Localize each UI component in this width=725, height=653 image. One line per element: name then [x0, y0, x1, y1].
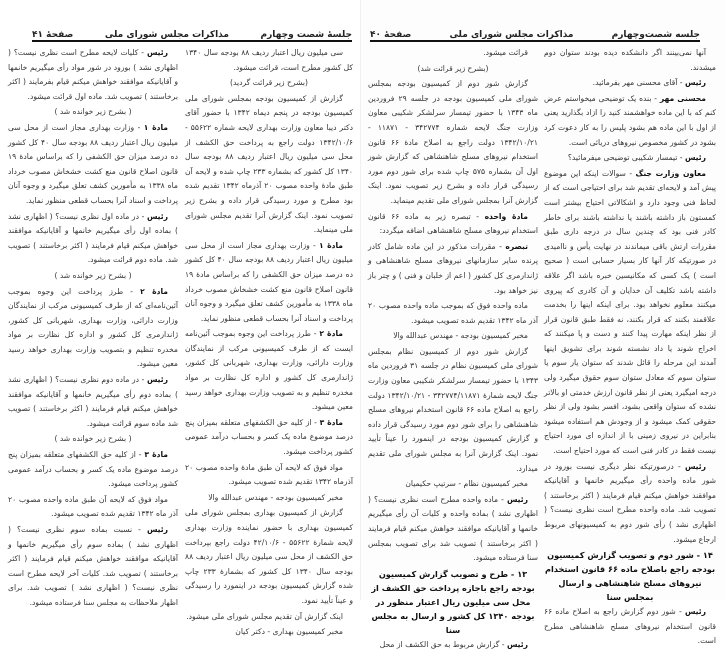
paragraph-text: مخبر کمیسیون بودجه - مهندس عبدالله والا	[393, 331, 528, 341]
publication-title: مذاکرات مجلس شورای ملی	[449, 30, 574, 40]
paragraph	[185, 491, 353, 506]
paragraph-text: گزارش از کمیسیون بودجه بمجلس شورای ملی کمیسیون بودجه در پنجم دیماه ۱۳۴۲ با حضور آقای دکتر دیبا معاون وزارت بهداری لایحه شماره ۵۵۶۲۲ - ۱۳۴۲/۱۰/۶ دولت راجع به پرداخت حق الکشف از محل سی میلیون ریال اعتبار ردیف ۸۸ بودجه سال ۱۳۴۰ کل کشور که بشماره ۲۳۳ چاپ شده و لایحه آن طبق مادهٔ واحده مصوب ۲۰ آذرماه ۱۳۴۲ تقدیم شده بود مطرح و مورد رسیدگی قرار داده و بشرح زیر تصویب نمود. اینک گزارش آنرا تقدیم مجلس شورای ملی مینماید.	[185, 93, 353, 235]
paragraph-text: - تیمسار شکیبی توضیحی میفرمائید؟	[567, 153, 685, 163]
left-page	[0, 0, 362, 637]
paragraph	[8, 432, 178, 447]
speaker-label: مادهٔ ۱	[143, 122, 169, 132]
paragraph-text: آنها نمی‌بینند اگر دانشکده دیده بودند ستوان دوم میشدند.	[544, 48, 716, 72]
speaker-label: رئیس	[146, 525, 168, 534]
paragraph-text: مواد فوق که لایحه آن طبق مادهٔ واحده مصوب ۲۰ آذرماه ۱۳۴۲ تقدیم شده تصویب میشود.	[185, 462, 353, 487]
paragraph	[8, 373, 178, 431]
speaker-label: رئیس	[146, 211, 168, 221]
paragraph	[544, 46, 716, 75]
paragraph-text: ( بشرح زیر خوانده شد )	[54, 270, 132, 280]
paragraph	[185, 92, 353, 238]
paragraph	[8, 46, 178, 104]
paragraph-text: اینک گزارش آن تقدیم مجلس شورای ملی میشود.	[186, 611, 343, 621]
paragraph-text: - بنده یک توضیحی میخواستم عرض کنم که با این ماده خواهشمند کنید را ازاد بگذارید یعنی از اول با این ماده هم بشود پلیس را به کار دعوت کرد بشود در کشور مخصوص نیروهای دریائی است.	[544, 93, 716, 147]
paragraph-text: گزارش شور دوم از کمیسیون نظام بمجلس شورای ملی کمیسیون نظام در جلسه ۳۱ فروردین ماه ۱۳۴۳ با حضور تیمسار سرلشکر شکیبی معاون وزارت جنگ لایحه شمارهٔ ۳۴۲۷۷۴/۱۱۸۷۱ - ۱۳۴۲/۱۰/۲۱ دولت راجع به اصلاح ماده ۶۶ قانون استخدام نیروهای مسلح شاهنشاهی را برای شور دوم مورد رسیدگی قرار داده و گزارش کمیسیون بودجه در اینمورد را عیناً تأیید نمود. اینک گزارش آنرا به مجلس شورای ملی تقدیم میدارد.	[368, 346, 538, 473]
section-heading	[544, 548, 716, 604]
page-header	[32, 26, 352, 42]
paragraph	[544, 76, 716, 91]
text-column	[8, 46, 178, 612]
paragraph-text: (بشرح زیر قرائت گردید)	[230, 78, 308, 88]
speaker-label: مادهٔ ۱	[319, 240, 344, 250]
speaker-label: محسنی مهر	[659, 93, 706, 103]
paragraph	[185, 416, 353, 460]
paragraph-text: ( بشرح زیر خوانده شد )	[54, 107, 132, 117]
speaker-label: مادهٔ ۳	[144, 450, 169, 460]
speaker-label: مادهٔ ۳	[319, 417, 344, 427]
paragraph	[185, 76, 353, 91]
speaker-label: رئیس	[506, 639, 528, 649]
paragraph-text: ماده واحده فوق که بموجب ماده واحده مصوب ۲۰ آذر ماه ۱۳۴۲ تقدیم شده تصویب میشود.	[368, 301, 538, 325]
paragraph	[544, 605, 716, 649]
page-number: صفحهٔ ۴۱	[32, 30, 74, 40]
paragraph-text: - طرز پرداخت این وجوه بموجب آئین‌نامه‌ای که از طرف کمیسیونی مرکب از نمایندگان وزارت دارائی، وزارت بهداری، شهربانی کل کشور، ژاندارمری کل کشور و اداره کل نظارت بر مواد مخدره تنظیم و بتصویب وزارت بهداری خواهد رسید معین میشود.	[8, 286, 178, 369]
paragraph-text: - وزارت بهداری مجاز است از محل سی میلیون ریال اعتبار ردیف ۸۸ بودجه سال ۴۰ کل کشور ده درصد میزان حق الکشفی را که براساس مادهٔ ۱۹ قانون اصلاح قانون منع کشت خشخاش مصوب خرداد ماه ۱۳۳۸ به مأمورین کشف تعلق میگیرد و وجوه آنان پرداخت و اسناد آنرا بحساب قطعی منظور نماید.	[8, 122, 178, 205]
paragraph	[185, 239, 353, 327]
page-number: صفحهٔ ۴۰	[370, 30, 412, 40]
paragraph	[368, 493, 538, 566]
paragraph-text: ( بشرح زیر خوانده شد )	[54, 434, 132, 444]
paragraph-text: مواد فوق که لایحه آن طبق ماده واحده مصوب ۲۰ آذر ماه ۱۳۴۲ تقدیم شده تصویب میشود.	[8, 494, 178, 519]
paragraph-text: ۱۴ - شور دوم و تصویب گزارش کمیسیون بودجه راجع باصلاح ماده ۶۶ قانون استخدام نیروهای مسلح شاهنشاهی و ارسال بمجلس سنا	[544, 550, 716, 603]
paragraph	[544, 167, 716, 459]
paragraph-text: مخبر کمیسیون نظام - سرتیپ حکیمیان	[405, 479, 528, 489]
paragraph	[8, 448, 178, 492]
paragraph	[368, 210, 538, 239]
paragraph	[8, 105, 178, 120]
paragraph	[368, 62, 538, 77]
paragraph	[544, 460, 716, 548]
paragraph-text: گزارش از کمیسیون بهداری بمجلس شورای ملی کمیسیون بهداری با حضور نماینده وزارت بهداری لایحه شمارهٔ ۵۵۶۲۲ - ۴۲/۱۰/۶ دولت راجع بپرداخت حق الکشف از محل سی میلیون ریال اعتبار ردیف ۸۸ بودجه سال ۱۳۴۰ کل کشور که بشمارهٔ ۲۳۳ چاپ شده گزارش کمیسیون بودجه در اینمورد را رسیدگی و عیناً تأیید نمود.	[185, 508, 353, 605]
paragraph-text: سی میلیون ریال اعتبار ردیف ۸۸ بودجه سال ۱۳۴۰ کل کشور مطرح است، قرائت میشود.	[185, 48, 353, 72]
speaker-label: مادهٔ ۲	[140, 286, 169, 296]
session-title: جلسهٔ شصت وچهارم	[260, 30, 352, 40]
paragraph-text: - وزارت بهداری مجاز است از محل سی میلیون ریال اعتبار ردیف ۸۸ بودجه سال ۴۰ کل کشور ده درصد میزان حق الکشفی را که براساس مادهٔ ۱۹ قانون اصلاح قانون منع کشت خشخاش مصوب خرداد ماه ۱۳۳۸ به مأمورین کشف تعلق میگیرد و وجوه آنان پرداخت و اسناد آنرا بحساب قطعی منظور نماید.	[185, 240, 353, 323]
paragraph	[368, 477, 538, 492]
paragraph	[185, 46, 353, 75]
paragraph-text: - طرز پرداخت این وجوه بموجب آئین‌نامه ایست که از طرف کمیسیونی مرکب از نمایندگان وزارت دارائی، وزارت بهداری، شهربانی کل کشور، ژاندارمری کل کشور و اداره کل نظارت بر مواد مخدره تنظیم و به تصویب وزارت بهداری خواهد رسید معین میشود.	[185, 329, 353, 412]
speaker-label: مادهٔ واحده	[484, 211, 528, 221]
paragraph	[8, 269, 178, 284]
paragraph	[368, 329, 538, 344]
paragraph-text: - گزارش مربوط به حق الکشف از محل	[379, 639, 507, 649]
paragraph-text: مخبر کمیسیون بهداری - دکتر کیان	[235, 627, 343, 637]
speaker-label: رئیس	[146, 48, 168, 57]
speaker-label: مادهٔ ۲	[319, 329, 343, 339]
paragraph	[8, 121, 178, 209]
speaker-label: رئیس	[684, 153, 706, 163]
speaker-label: رئیس	[146, 375, 168, 385]
speaker-label: رئیس	[684, 607, 706, 617]
paragraph	[8, 210, 178, 268]
paragraph-text: ۱۳ - طرح و تصویب گزارش کمیسیون بودجه راجع باجازه پرداخت حق الکشف از محل سی میلیون ریال اعتبار منظور در بودجه ۱۳۴۰ کل کشور و ارسال به مجلس سنا	[371, 568, 535, 635]
paragraph-text: مخبر کمیسیون بودجه - مهندس عبدالله والا	[208, 492, 343, 502]
paragraph	[544, 92, 716, 150]
paragraph	[368, 345, 538, 476]
paragraph-text: - از کلیه حق الکشفهای متعلقه بمیزان پنج درصد موضوع ماده یک کسر و بحساب درآمد عمومی کشور پرداخت میشود.	[8, 450, 178, 489]
speaker-label: رئیس	[506, 494, 528, 504]
speaker-label: رئیس	[684, 78, 706, 88]
text-column	[368, 46, 538, 653]
paragraph	[368, 299, 538, 328]
publication-title: مذاکرات مجلس شورای ملی	[104, 30, 229, 40]
paragraph	[185, 461, 353, 490]
paragraph-text: - کلیات لایحه مطرح است نظری نیست؟ ( اظهاری نشد ) بورود در شور مواد رأی میگیریم خانمها و آقایانیکه موافقند خواهش میکنم قیام بفرمایند ( اکثر برخاستند ) تصویب شد. ماده اول قرائت میشود.	[8, 48, 178, 101]
paragraph-text: - شور دوم گزارش راجع به اصلاح ماده ۶۶ قانون استخدام نیروهای مسلح شاهنشاهی مطرح است.	[544, 607, 716, 646]
paragraph	[8, 285, 178, 373]
section-heading	[368, 567, 538, 637]
speaker-label: معاون وزارت جنگ	[635, 168, 706, 178]
speaker-label: تبصره	[505, 241, 528, 251]
paragraph	[8, 523, 178, 611]
text-column	[544, 46, 716, 650]
paragraph-text: (بشرح زیر قرائت شد)	[417, 63, 489, 73]
paragraph	[185, 327, 353, 415]
paragraph	[8, 493, 178, 522]
paragraph	[368, 240, 538, 298]
paragraph-text: - از کلیه حق الکشفهای متعلقه بمیزان پنج درصد موضوع ماده یک کسر و بحساب درآمد عمومی کشور پرداخت میشود.	[185, 417, 353, 457]
session-title: جلسه شصت‌وچهارم	[611, 30, 700, 40]
paragraph-text: - نسبت بماده سوم نظری نیست؟ ( اظهاری نشد ) بماده سوم رأی میگیریم خانمها و آقایانیکه موافقند خواهش میکنم قیام فرمایند ( اکثر برخاستند ) تصویب شد. کلیات آخر لایحه مطرح است نظری نیست؟ ( اظهاری نشد ) تصویب شد. برای اظهار ملاحظات به مجلس سنا فرستاده میشود.	[8, 525, 178, 607]
right-page	[362, 0, 725, 649]
paragraph	[185, 506, 353, 608]
paragraph-text: گزارش شور دوم از کمیسیون بودجه بمجلس شورای ملی کمیسیون بودجه در جلسه ۲۹ فروردین ماه ۱۳۴۳ با حضور تیمسار سرلشکر شکیبی معاون وزارت جنگ لایحه شماره ۳۴۲۷۷۴ - ۱۱۸۷۱ - ۱۳۴۲/۱۰/۲۱ دولت راجع به اصلاح مادهٔ ۶۶ قانون استخدام نیروهای مسلح شاهنشاهی که گزارش شور اول آن بشماره ۵۷۵ چاپ شده برای شور دوم مورد رسیدگی قرار داده و بشرح زیر تصویب نمود. اینک گزارش آنرا بمجلس شورای ملی تقدیم مینماید.	[368, 79, 539, 205]
paragraph	[544, 151, 716, 166]
paragraph-text: - در ماده اول نظری نیست؟ ( اظهاری نشد ) بماده اول رأی میگیریم خانمها و آقایانیکه موافقند خواهش میکنم قیام فرمایند ( اکثر برخاستند ) تصویب شد. ماده دوم قرائت میشود.	[8, 211, 178, 265]
page-header	[370, 26, 700, 42]
paragraph-text: - آقای محسنی مهر بفرمائید.	[592, 78, 685, 88]
text-column	[185, 46, 353, 641]
paragraph-text: قرائت میشود.	[483, 48, 528, 57]
paragraph-text: - در ماده دوم نظری نیست؟ ( اظهاری نشد ) بماده دوم رأی میگیریم خانمها و آقایانیکه موافقند خواهش میکنم قیام فرمایند ( اکثر برخاستند ) تصویب شد ماده سوم قرائت میشود.	[8, 375, 178, 428]
paragraph-text: - سوالات اینکه این موضوع پیش آمد و لایحه‌ای تقدیم شد برای احتیاجی است که از لحاظ فنی وجود دارد و اشکالاتی احتیاج بیشتر است کمستون باز داشته باشند یا نداشته باشند برای خاطر کادر فنی بود که چندین سال در درجه داری طبق مقررات ارتش باقی میماندند در نهایت یأس و ناامیدی در صورتیکه کار آنها کار بسیار حسابی است ( صحیح است ) یک کسی که مکانیسین خبره باشد اگر علاقه داشته باشد تکلیف آن خدایان و آن کادری که پیروی میکنند معلوم نخواهد بود. برای اینکه اینها را بخدمت علاقمند بکنند که قرار بکنند، نه فقط طبق قانون قرار از نظر اینکه مهارت پیدا کنند و دست و پا میکنند که اخراج شوند یا داد نشسته شوند برای تشویق اینها آمدند این مرحله را قائل شدند که ستوان یار سوم یا ستوان سوم که معادل ستوان سوم حقوق میگیرد ولی درجه امیگیرد یعنی از نظر قانون ارزش خدمتی او بالاتر نشده که ستوان واقعی بشود، افسر بشود ولی از نظر حقوقی کمک میشود و از وجودش هم استفاده میشود بنابراین در نیروی زمینی با از اندازه ای مورد احتیاج نیست فقط در کادر فنی است که مورد احتیاج است.	[544, 168, 716, 456]
speaker-label: رئیس	[684, 461, 706, 471]
paragraph-text: - درصورتیکه نظر دیگری نیست بورود در شور ماده واحده رأی میگیریم خانمها و آقایانیکه موافقند خواهش میکنم قیام فرمایند ( اکثر برخاستند ) تصویب شد. ماده واحده مطرح است نظری نیست؟ ( اظهاری نشد ) رأی شور دوم به کمیسیونهای مربوط ارجاع میشود.	[544, 461, 716, 544]
paragraph-text: - ماده واحده مطرح است نظری نیست؟ ( اظهاری نشد ) بماده واحده و کلیات آن رأی میگیریم خانمها و آقایانیکه موافقند خواهش میکنم قیام فرمایند ( اکثر برخاستند ) تصویب شد برای تصویب بمجلس سنا فرستاده میشود.	[368, 494, 538, 563]
paragraph	[368, 638, 538, 653]
paragraph	[368, 77, 538, 208]
paragraph	[185, 610, 353, 625]
paragraph	[185, 625, 353, 640]
paragraph-text: - مقررات مذکور در این ماده شامل کادر پرنده سایر سازمانهای نیروهای مسلح شاهنشاهی و ژاندارمری کل کشور ( اعم از خلبان و فنی ) و چتر باز نیز خواهد بود.	[368, 241, 538, 295]
paragraph-text: - تبصره زیر به ماده ۶۶ قانون استخدام نیروهای مسلح شاهنشاهی اضافه میگردد:	[368, 211, 538, 236]
paragraph	[368, 46, 538, 61]
